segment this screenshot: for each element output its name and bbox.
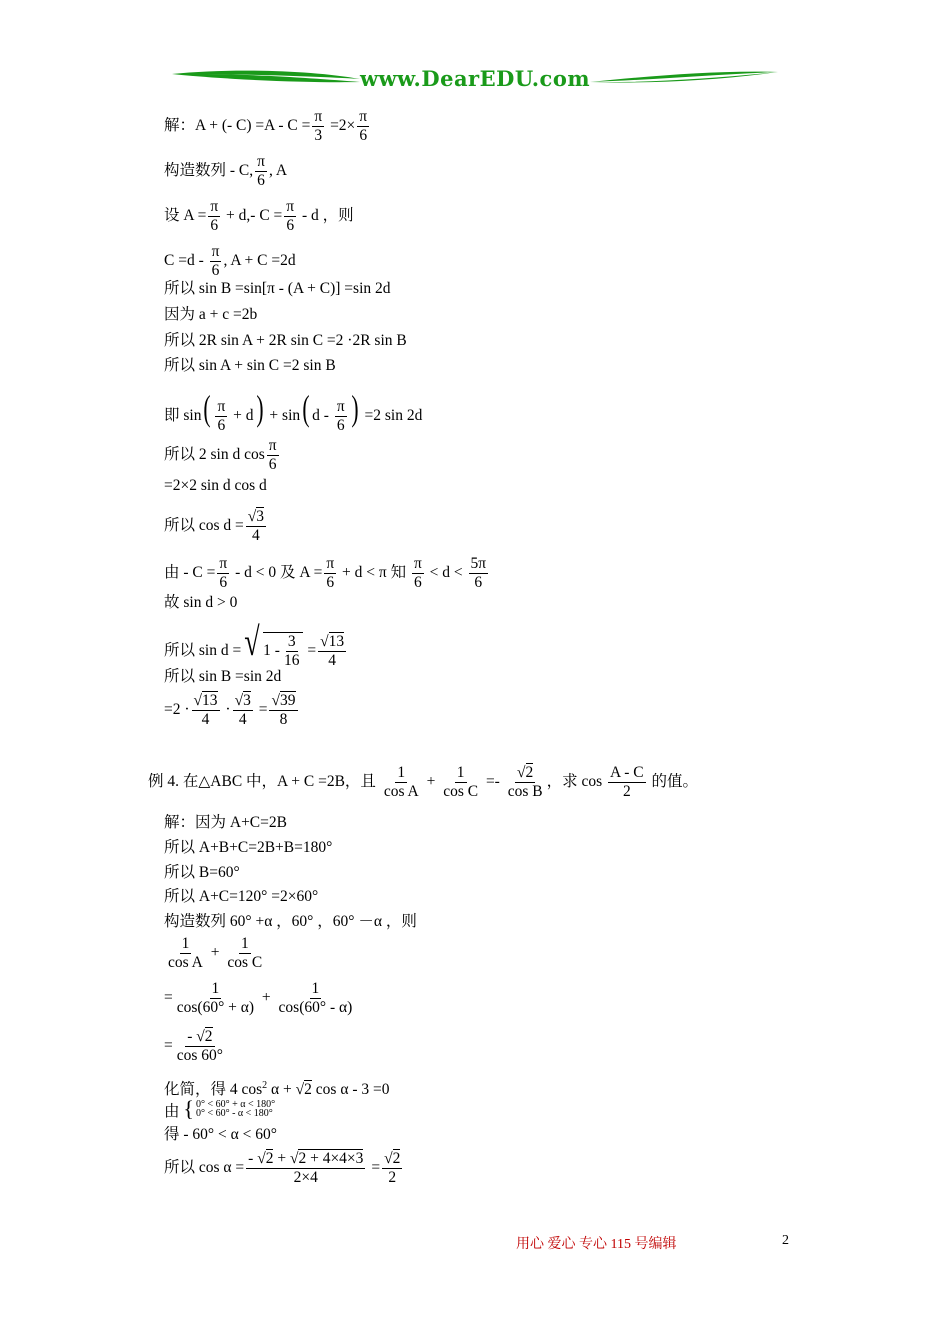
sol2-line-3: 所以 B=60° xyxy=(164,864,240,881)
sol1-line-4: C =d - $\frac{\pi}{6}$ , A + C =2d xyxy=(164,243,296,279)
sol1-line-13: 由 - C = $\frac{\pi}{6}$ - d < 0 及 A = $\frac{\pi}{6}$ + d < π 知 $\frac{\pi}{6}$ < d < $\frac{5\pi}{6}$ xyxy=(164,555,487,591)
sol1-line-6: 因为 a + c =2b xyxy=(164,306,258,323)
page-header xyxy=(170,62,780,98)
sol1-line-7: 所以 2R sin A + 2R sin C =2 ·2R sin B xyxy=(164,332,407,349)
sol1-line-16: 所以 sin B =sin 2d xyxy=(164,668,282,685)
example-4-label: 例 4. xyxy=(148,773,180,791)
sol1-line-1: 解：A + (- C) =A - C = $\frac{\pi}{3}$ =2× $\frac{\pi}{6}$ xyxy=(164,108,368,144)
sol2-line-7: = $\frac{1}{\cos(60^\circ + \alpha)}$ + $\frac{1}{\cos(60^\circ - \alpha)}$ xyxy=(164,980,353,1016)
sol2-line-11: 得 - 60° < α < 60° xyxy=(164,1126,277,1143)
sol1-line-3: 设 A = $\frac{\pi}{6}$ + d,- C = $\frac{\pi}{6}$ - d ，则 xyxy=(164,198,354,234)
sol2-line-2: 所以 A+B+C=2B+B=180° xyxy=(164,839,333,856)
sol2-line-1: 解：因为 A+C=2B xyxy=(164,814,287,831)
sol1-line-8: 所以 sin A + sin C =2 sin B xyxy=(164,357,336,374)
sol1-line-5: 所以 sin B =sin[π - (A + C)] =sin 2d xyxy=(164,280,391,297)
footer-credit: 用心 爱心 专心 115 号编辑 xyxy=(516,1237,677,1252)
sol2-line-8: = $\frac{- √2}{\cos 60^\circ}$ xyxy=(164,1028,223,1064)
sol1-line-2: 构造数列 - C, $\frac{\pi}{6}$ , A xyxy=(164,153,288,189)
sol1-line-15: 所以 sin d =√ 1 - 3 16 = $\frac{√13}{4}$ xyxy=(164,619,345,669)
sol2-line-10: 由 { 0° < 60° + α < 180° 0° < 60° - α < 180° xyxy=(164,1096,276,1121)
sol1-line-11: =2×2 sin d cos d xyxy=(164,477,267,494)
sol2-line-12: 所以 cos α = $\frac{- √2 + √2 + 4\times 4\times 3}{2\times 4}$ = $\frac{√2}{2}$ xyxy=(164,1150,401,1186)
sol2-line-9: 化简，得 4 $\cos^2 \alpha + √2$ cos α - 3 =0 xyxy=(164,1080,390,1099)
sol1-line-9: 即 sin( $\frac{\pi}{6}$ + d) + sin( d - $\frac{\pi}{6}$ ) =2 sin 2d xyxy=(164,388,423,434)
site-title: www.DearEDU.com xyxy=(359,66,591,91)
sol1-line-10: 所以 2 sin d cos $\frac{\pi}{6}$ xyxy=(164,437,277,473)
sol2-line-6: $\frac{1}{\text{cos A}}$ + $\frac{1}{\text{cos C}}$ xyxy=(168,935,263,971)
sol2-line-4: 所以 A+C=120° =2×60° xyxy=(164,888,319,905)
sol1-line-14: 故 sin d > 0 xyxy=(164,594,238,611)
sol1-line-17: =2 · $\frac{√13}{4}$ · $\frac{√3}{4}$ = $\frac{√39}{8}$ xyxy=(164,692,296,728)
page-number: 2 xyxy=(782,1233,789,1248)
sol1-line-12: 所以 cos d = $\frac{√3}{4}$ xyxy=(164,508,265,544)
sol2-line-5: 构造数列 60° +α ，60° ，60° －α ，则 xyxy=(164,913,417,930)
example-4-question: 例 4. 在△ABC 中，A + C =2B，且 $\frac{1}{\text{cos A}}$ + $\frac{1}{\text{cos C}}$ =- $\frac{√2}{\text{cos B}}$ ，求 cos $\frac{A - C}{2}$ 的值。 xyxy=(148,764,698,800)
